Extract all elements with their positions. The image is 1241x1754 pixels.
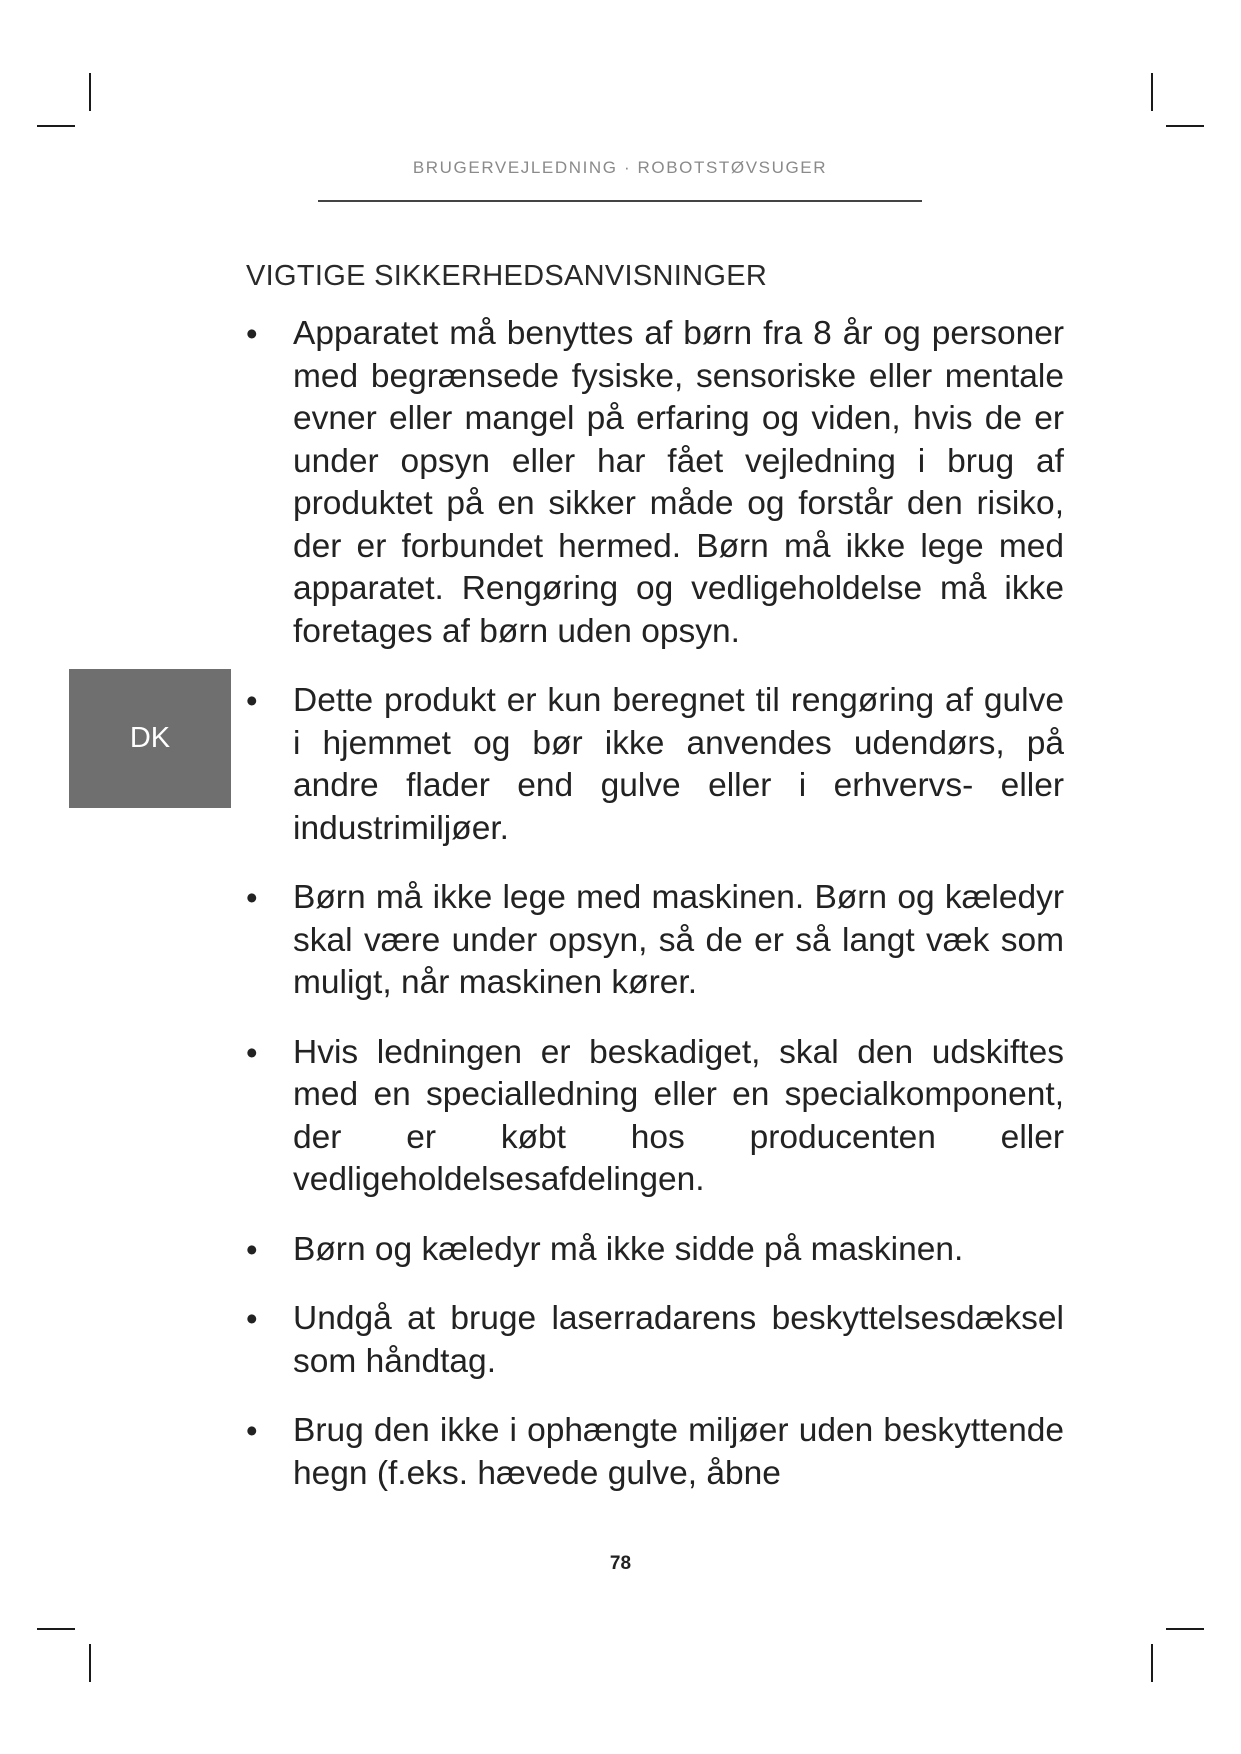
list-item-text: Børn må ikke lege med maskinen. Børn og kæledyr skal være under opsyn, så de er så langt væk som muligt, når maskinen kører. <box>293 879 1064 1001</box>
section-title: VIGTIGE SIKKERHEDSANVISNINGER <box>246 260 768 292</box>
language-tab-label: DK <box>129 722 171 754</box>
crop-mark-top-left-h <box>37 125 75 127</box>
list-item <box>246 1410 1064 1495</box>
bullet-icon: • <box>246 1412 258 1449</box>
header-divider <box>318 200 922 202</box>
bullet-icon: • <box>246 1033 258 1071</box>
crop-mark-bottom-left-v <box>89 1644 91 1682</box>
safety-instructions-list <box>246 313 1064 1522</box>
crop-mark-bottom-left-h <box>37 1628 75 1630</box>
list-item <box>246 1298 1064 1383</box>
bullet-icon: • <box>246 879 258 916</box>
list-item <box>246 313 1064 653</box>
list-item-text: Hvis ledningen er beskadiget, skal den udskiftes med en specialledning eller en specialkomponent, der er købt hos producenten eller vedligeholdelsesafdelingen. <box>293 1033 1064 1198</box>
crop-mark-top-left-v <box>89 73 91 111</box>
list-item-text: Brug den ikke i ophængte miljøer uden beskyttende hegn (f.eks. hævede gulve, åbne <box>293 1412 1064 1492</box>
bullet-icon: • <box>246 682 258 719</box>
list-item <box>246 1032 1064 1202</box>
crop-mark-bottom-right-h <box>1166 1628 1204 1630</box>
list-item-text: Undgå at bruge laserradarens beskyttelsesdæksel som håndtag. <box>293 1300 1064 1380</box>
language-tab <box>69 669 231 808</box>
bullet-icon: • <box>246 1230 258 1268</box>
crop-mark-bottom-right-v <box>1151 1644 1153 1682</box>
crop-mark-top-right-v <box>1151 73 1153 111</box>
bullet-icon: • <box>246 1300 258 1337</box>
running-header: BRUGERVEJLEDNING · ROBOTSTØVSUGER <box>412 158 828 177</box>
list-item-text: Dette produkt er kun beregnet til rengøring af gulve i hjemmet og bør ikke anvendes udendørs, på andre flader end gulve eller i erhvervs- eller industrimiljøer. <box>293 682 1064 847</box>
bullet-icon: • <box>246 315 258 352</box>
list-item <box>246 1229 1064 1272</box>
crop-mark-top-right-h <box>1166 125 1204 127</box>
page-number: 78 <box>609 1553 632 1574</box>
list-item <box>246 877 1064 1005</box>
list-item <box>246 680 1064 850</box>
list-item-text: Apparatet må benyttes af børn fra 8 år og personer med begrænsede fysiske, sensoriske eller mentale evner eller mangel på erfaring og viden, hvis de er under opsyn eller har fået vejledning i brug af produktet på en sikker måde og forstår den risiko, der er forbundet hermed. Børn må ikke lege med apparatet. Rengøring og vedligeholdelse må ikke foretages af børn uden opsyn. <box>293 315 1064 650</box>
list-item-text: Børn og kæledyr må ikke sidde på maskinen. <box>293 1230 964 1268</box>
